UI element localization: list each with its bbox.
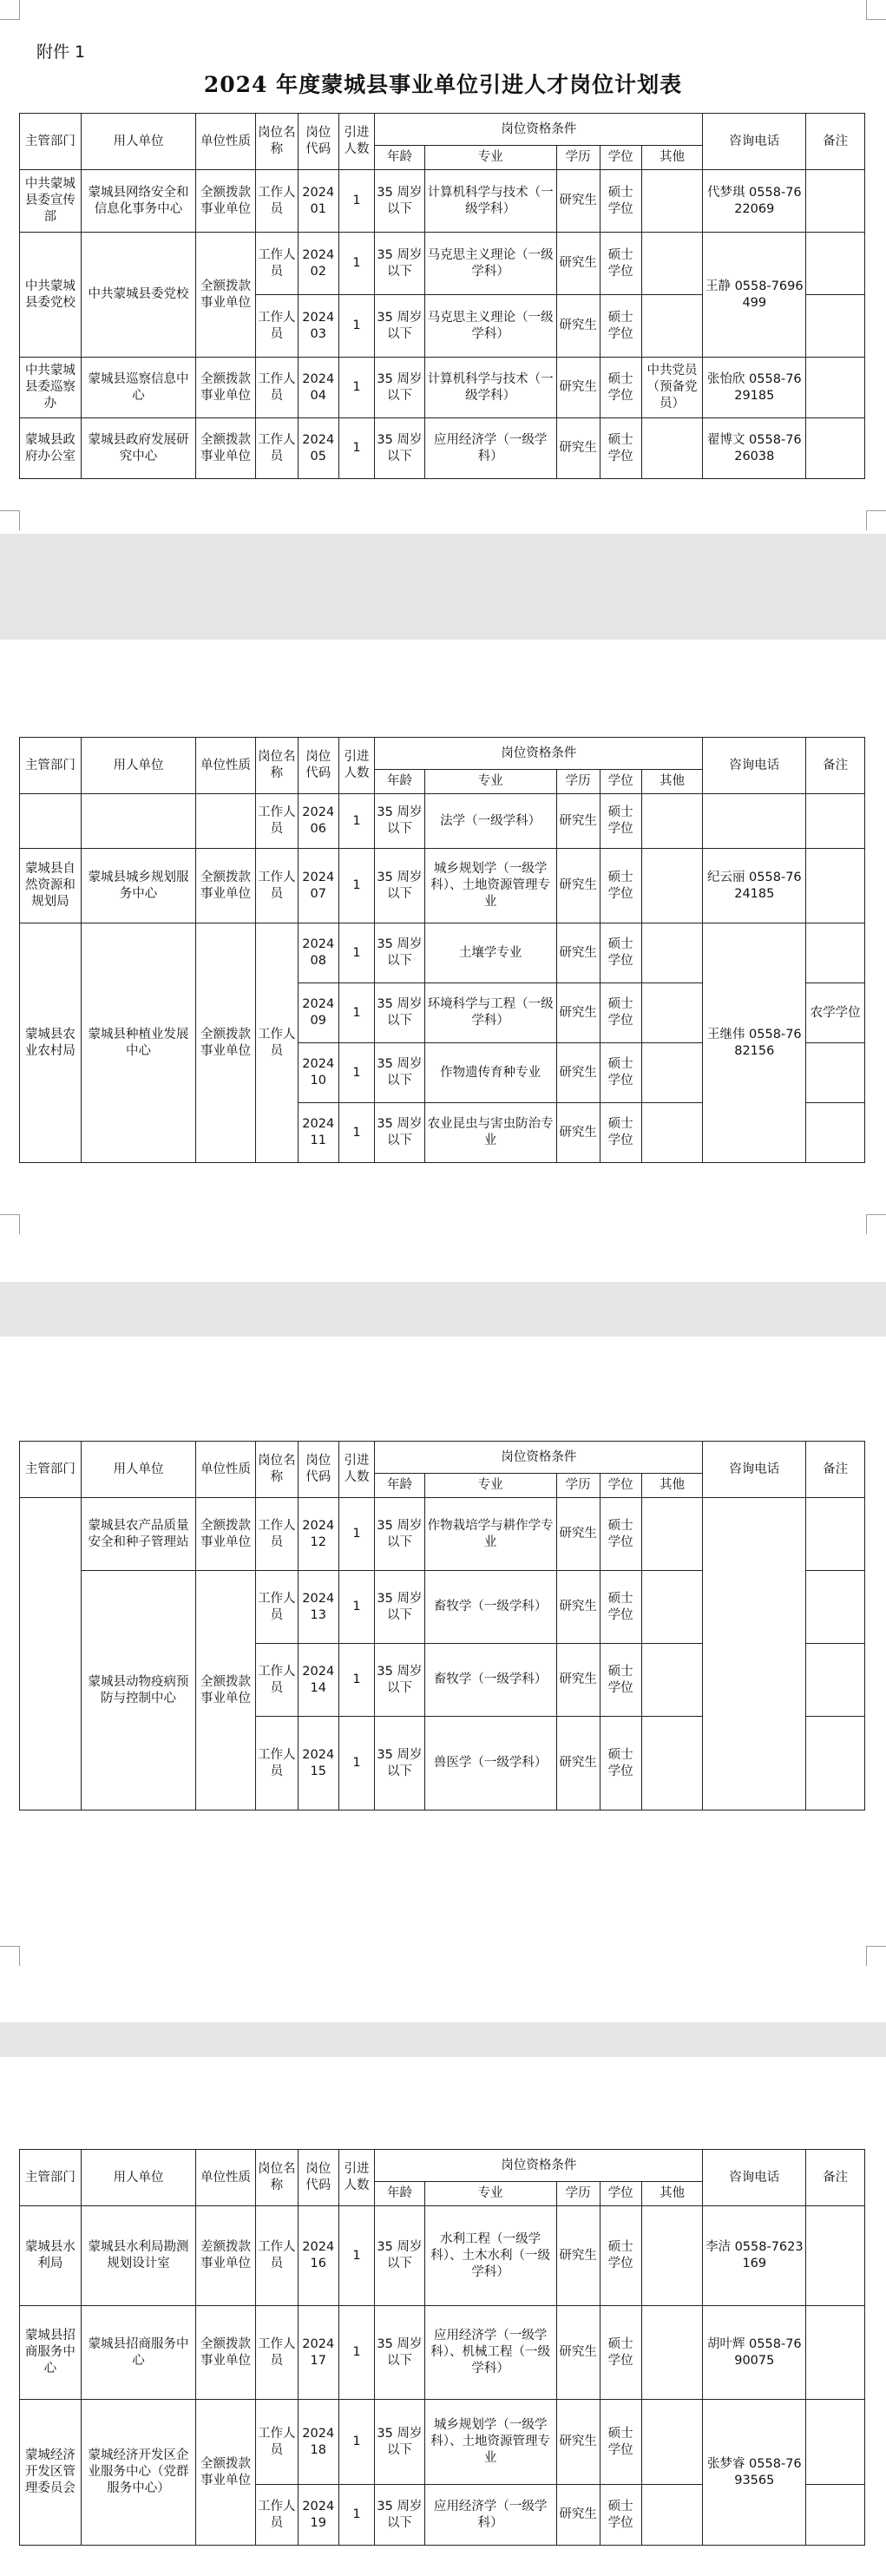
header-major: 专业 (424, 146, 556, 170)
post-code-cell: 202411 (298, 1103, 338, 1163)
nature-cell: 全额拨款事业单位 (196, 1571, 256, 1810)
post-plan-table (19, 737, 865, 1163)
count-cell: 1 (338, 1103, 375, 1163)
major-cell: 环境科学与工程（一级学科） (424, 983, 556, 1043)
table-row (20, 2206, 865, 2306)
header-age: 年龄 (375, 2182, 424, 2206)
phone-cell: 代梦琪 0558-7622069 (703, 170, 806, 233)
edu-cell: 研究生 (556, 2485, 600, 2546)
degree-cell: 硕士学位 (600, 1043, 641, 1103)
header-unit: 用人单位 (81, 2150, 195, 2206)
table-row (20, 170, 865, 233)
post-name-cell: 工作人员 (255, 295, 298, 358)
degree-cell: 硕士学位 (600, 983, 641, 1043)
table-row (20, 1498, 865, 1571)
dept-cell: 中共蒙城县委宣传部 (20, 170, 82, 233)
post-code-cell: 202401 (298, 170, 338, 233)
dept-cell: 中共蒙城县委党校 (20, 233, 82, 358)
unit-cell: 蒙城县动物疫病预防与控制中心 (81, 1571, 195, 1810)
major-cell: 土壤学专业 (424, 923, 556, 983)
header-other: 其他 (641, 1474, 703, 1498)
other-cell (641, 2485, 703, 2546)
edu-cell: 研究生 (556, 2306, 600, 2400)
age-cell: 35 周岁以下 (375, 983, 424, 1043)
degree-cell: 硕士学位 (600, 358, 641, 418)
count-cell: 1 (338, 1717, 375, 1810)
nature-cell: 全额拨款事业单位 (196, 2400, 256, 2546)
major-cell: 城乡规划学（一级学科）、土地资源管理专业 (424, 849, 556, 923)
age-cell: 35 周岁以下 (375, 233, 424, 295)
edu-cell: 研究生 (556, 358, 600, 418)
age-cell: 35 周岁以下 (375, 295, 424, 358)
post-name-cell: 工作人员 (255, 1571, 298, 1644)
major-cell: 作物栽培学与耕作学专业 (424, 1498, 556, 1571)
other-cell (641, 1571, 703, 1644)
dept-cell (20, 794, 82, 849)
degree-cell: 硕士学位 (600, 1103, 641, 1163)
age-cell: 35 周岁以下 (375, 2400, 424, 2485)
post-code-cell: 202404 (298, 358, 338, 418)
age-cell: 35 周岁以下 (375, 1498, 424, 1571)
nature-cell: 差额拨款事业单位 (196, 2206, 256, 2306)
header-unit: 用人单位 (81, 738, 195, 794)
header-unit: 用人单位 (81, 114, 195, 170)
dept-cell: 蒙城县政府办公室 (20, 418, 82, 479)
major-cell: 应用经济学（一级学科） (424, 418, 556, 479)
edu-cell: 研究生 (556, 1644, 600, 1717)
note-cell (806, 2400, 865, 2485)
header-dept: 主管部门 (20, 738, 82, 794)
nature-cell: 全额拨款事业单位 (196, 849, 256, 923)
age-cell: 35 周岁以下 (375, 418, 424, 479)
post-name-cell: 工作人员 (255, 1717, 298, 1810)
edu-cell: 研究生 (556, 170, 600, 233)
header-post-code: 岗位代码 (298, 114, 338, 170)
header-conditions: 岗位资格条件 (375, 738, 703, 770)
header-conditions: 岗位资格条件 (375, 114, 703, 146)
post-name-cell: 工作人员 (255, 923, 298, 1163)
post-name-cell: 工作人员 (255, 418, 298, 479)
unit-cell: 蒙城县巡察信息中心 (81, 358, 195, 418)
other-cell (641, 2400, 703, 2485)
header-degree: 学位 (600, 146, 641, 170)
major-cell: 马克思主义理论（一级学科） (424, 233, 556, 295)
age-cell: 35 周岁以下 (375, 1644, 424, 1717)
unit-cell: 蒙城县种植业发展中心 (81, 923, 195, 1163)
note-cell (806, 2306, 865, 2400)
note-cell (806, 1043, 865, 1103)
header-phone: 咨询电话 (703, 1442, 806, 1498)
major-cell: 兽医学（一级学科） (424, 1717, 556, 1810)
other-cell (641, 1498, 703, 1571)
post-name-cell: 工作人员 (255, 2306, 298, 2400)
post-code-cell: 202410 (298, 1043, 338, 1103)
header-unit: 用人单位 (81, 1442, 195, 1498)
unit-cell (81, 794, 195, 849)
other-cell (641, 233, 703, 295)
document-title: 2024 年度蒙城县事业单位引进人才岗位计划表 (203, 72, 683, 97)
post-code-cell: 202416 (298, 2206, 338, 2306)
count-cell: 1 (338, 418, 375, 479)
edu-cell: 研究生 (556, 418, 600, 479)
crop-mark (866, 0, 886, 20)
unit-cell: 蒙城县招商服务中心 (81, 2306, 195, 2400)
header-phone: 咨询电话 (703, 738, 806, 794)
degree-cell: 硕士学位 (600, 1717, 641, 1810)
crop-mark (866, 1946, 886, 1966)
major-cell: 应用经济学（一级学科）、机械工程（一级学科） (424, 2306, 556, 2400)
post-code-cell: 202418 (298, 2400, 338, 2485)
major-cell: 城乡规划学（一级学科）、土地资源管理专业 (424, 2400, 556, 2485)
post-code-cell: 202406 (298, 794, 338, 849)
major-cell: 水利工程（一级学科）、土木水利（一级学科） (424, 2206, 556, 2306)
major-cell: 计算机科学与技术（一级学科） (424, 358, 556, 418)
post-plan-table (19, 1441, 865, 1810)
degree-cell: 硕士学位 (600, 2206, 641, 2306)
post-name-cell: 工作人员 (255, 849, 298, 923)
edu-cell: 研究生 (556, 2400, 600, 2485)
post-plan-table (19, 113, 865, 479)
crop-mark (0, 0, 20, 20)
crop-mark (0, 510, 20, 530)
post-code-cell: 202409 (298, 983, 338, 1043)
table-row (20, 233, 865, 295)
degree-cell: 硕士学位 (600, 295, 641, 358)
post-code-cell: 202413 (298, 1571, 338, 1644)
table-row (20, 849, 865, 923)
crop-mark (0, 1946, 20, 1966)
dept-cell: 蒙城县自然资源和规划局 (20, 849, 82, 923)
post-code-cell: 202405 (298, 418, 338, 479)
header-post-code: 岗位代码 (298, 1442, 338, 1498)
age-cell: 35 周岁以下 (375, 2485, 424, 2546)
nature-cell: 全额拨款事业单位 (196, 233, 256, 358)
count-cell: 1 (338, 233, 375, 295)
dept-cell: 中共蒙城县委巡察办 (20, 358, 82, 418)
unit-cell: 蒙城经济开发区企业服务中心（党群服务中心） (81, 2400, 195, 2546)
phone-cell: 李洁 0558-7623169 (703, 2206, 806, 2306)
edu-cell: 研究生 (556, 923, 600, 983)
header-note: 备注 (806, 1442, 865, 1498)
degree-cell: 硕士学位 (600, 1498, 641, 1571)
table-row (20, 418, 865, 479)
degree-cell: 硕士学位 (600, 170, 641, 233)
other-cell (641, 1644, 703, 1717)
count-cell: 1 (338, 849, 375, 923)
dept-cell: 蒙城县水利局 (20, 2206, 82, 2306)
degree-cell: 硕士学位 (600, 2400, 641, 2485)
count-cell: 1 (338, 1571, 375, 1644)
note-cell (806, 1644, 865, 1717)
header-phone: 咨询电话 (703, 2150, 806, 2206)
age-cell: 35 周岁以下 (375, 358, 424, 418)
count-cell: 1 (338, 794, 375, 849)
header-phone: 咨询电话 (703, 114, 806, 170)
table-row (20, 2400, 865, 2485)
edu-cell: 研究生 (556, 233, 600, 295)
dept-cell: 蒙城经济开发区管理委员会 (20, 2400, 82, 2546)
header-nature: 单位性质 (196, 2150, 256, 2206)
count-cell: 1 (338, 923, 375, 983)
post-name-cell: 工作人员 (255, 1644, 298, 1717)
header-other: 其他 (641, 146, 703, 170)
phone-cell: 纪云丽 0558-7624185 (703, 849, 806, 923)
edu-cell: 研究生 (556, 1571, 600, 1644)
edu-cell: 研究生 (556, 1498, 600, 1571)
other-cell: 中共党员（预备党员） (641, 358, 703, 418)
post-code-cell: 202414 (298, 1644, 338, 1717)
header-edu: 学历 (556, 146, 600, 170)
age-cell: 35 周岁以下 (375, 794, 424, 849)
edu-cell: 研究生 (556, 1103, 600, 1163)
edu-cell: 研究生 (556, 295, 600, 358)
page-2 (0, 640, 886, 1282)
note-cell (806, 295, 865, 358)
phone-cell: 张梦睿 0558-7693565 (703, 2400, 806, 2546)
header-count: 引进人数 (338, 738, 375, 794)
edu-cell: 研究生 (556, 2206, 600, 2306)
header-nature: 单位性质 (196, 114, 256, 170)
age-cell: 35 周岁以下 (375, 2206, 424, 2306)
header-conditions: 岗位资格条件 (375, 1442, 703, 1474)
age-cell: 35 周岁以下 (375, 170, 424, 233)
phone-cell: 胡叶辉 0558-7690075 (703, 2306, 806, 2400)
age-cell: 35 周岁以下 (375, 1103, 424, 1163)
nature-cell: 全额拨款事业单位 (196, 170, 256, 233)
crop-mark (866, 1214, 886, 1234)
unit-cell: 蒙城县水利局勘测规划设计室 (81, 2206, 195, 2306)
nature-cell (196, 794, 256, 849)
note-cell (806, 1717, 865, 1810)
major-cell: 畜牧学（一级学科） (424, 1644, 556, 1717)
table-row (20, 794, 865, 849)
major-cell: 法学（一级学科） (424, 794, 556, 849)
dept-cell (20, 1498, 82, 1810)
header-post-code: 岗位代码 (298, 2150, 338, 2206)
count-cell: 1 (338, 2206, 375, 2306)
phone-cell: 王继伟 0558-7682156 (703, 923, 806, 1163)
nature-cell: 全额拨款事业单位 (196, 418, 256, 479)
degree-cell: 硕士学位 (600, 1571, 641, 1644)
degree-cell: 硕士学位 (600, 794, 641, 849)
count-cell: 1 (338, 358, 375, 418)
unit-cell: 蒙城县城乡规划服务中心 (81, 849, 195, 923)
page-3 (0, 1337, 886, 2022)
degree-cell: 硕士学位 (600, 1644, 641, 1717)
edu-cell: 研究生 (556, 794, 600, 849)
post-code-cell: 202415 (298, 1717, 338, 1810)
unit-cell: 蒙城县网络安全和信息化事务中心 (81, 170, 195, 233)
count-cell: 1 (338, 170, 375, 233)
edu-cell: 研究生 (556, 1043, 600, 1103)
other-cell (641, 923, 703, 983)
post-code-cell: 202408 (298, 923, 338, 983)
unit-cell: 中共蒙城县委党校 (81, 233, 195, 358)
nature-cell: 全额拨款事业单位 (196, 1498, 256, 1571)
note-cell (806, 358, 865, 418)
other-cell (641, 2206, 703, 2306)
degree-cell: 硕士学位 (600, 849, 641, 923)
other-cell (641, 1717, 703, 1810)
post-plan-table (19, 2149, 865, 2546)
degree-cell: 硕士学位 (600, 2485, 641, 2546)
note-cell (806, 2206, 865, 2306)
other-cell (641, 1103, 703, 1163)
post-name-cell: 工作人员 (255, 358, 298, 418)
header-dept: 主管部门 (20, 1442, 82, 1498)
unit-cell: 蒙城县农产品质量安全和种子管理站 (81, 1498, 195, 1571)
post-code-cell: 202402 (298, 233, 338, 295)
note-cell (806, 1571, 865, 1644)
post-name-cell: 工作人员 (255, 233, 298, 295)
header-count: 引进人数 (338, 1442, 375, 1498)
count-cell: 1 (338, 1644, 375, 1717)
annex-label: 附件 1 (36, 43, 86, 62)
header-post-name: 岗位名称 (255, 2150, 298, 2206)
header-dept: 主管部门 (20, 2150, 82, 2206)
table-row (20, 358, 865, 418)
edu-cell: 研究生 (556, 849, 600, 923)
post-name-cell: 工作人员 (255, 2485, 298, 2546)
note-cell (806, 418, 865, 479)
other-cell (641, 418, 703, 479)
header-major: 专业 (424, 2182, 556, 2206)
age-cell: 35 周岁以下 (375, 1043, 424, 1103)
note-cell (806, 849, 865, 923)
header-edu: 学历 (556, 1474, 600, 1498)
count-cell: 1 (338, 983, 375, 1043)
post-code-cell: 202407 (298, 849, 338, 923)
unit-cell: 蒙城县政府发展研究中心 (81, 418, 195, 479)
header-major: 专业 (424, 1474, 556, 1498)
note-cell (806, 1498, 865, 1571)
major-cell: 农业昆虫与害虫防治专业 (424, 1103, 556, 1163)
age-cell: 35 周岁以下 (375, 1571, 424, 1644)
age-cell: 35 周岁以下 (375, 849, 424, 923)
header-other: 其他 (641, 2182, 703, 2206)
phone-cell: 翟博文 0558-7626038 (703, 418, 806, 479)
note-cell (806, 923, 865, 983)
header-count: 引进人数 (338, 114, 375, 170)
header-age: 年龄 (375, 1474, 424, 1498)
nature-cell: 全额拨款事业单位 (196, 923, 256, 1163)
post-name-cell: 工作人员 (255, 170, 298, 233)
age-cell: 35 周岁以下 (375, 2306, 424, 2400)
table-row (20, 2306, 865, 2400)
age-cell: 35 周岁以下 (375, 923, 424, 983)
nature-cell: 全额拨款事业单位 (196, 358, 256, 418)
count-cell: 1 (338, 1498, 375, 1571)
post-code-cell: 202417 (298, 2306, 338, 2400)
header-dept: 主管部门 (20, 114, 82, 170)
note-cell (806, 1103, 865, 1163)
header-post-name: 岗位名称 (255, 114, 298, 170)
note-cell (806, 233, 865, 295)
major-cell: 作物遗传育种专业 (424, 1043, 556, 1103)
header-post-name: 岗位名称 (255, 738, 298, 794)
note-cell (806, 2485, 865, 2546)
crop-mark (866, 510, 886, 530)
page-1 (0, 0, 886, 534)
header-count: 引进人数 (338, 2150, 375, 2206)
post-code-cell: 202412 (298, 1498, 338, 1571)
header-edu: 学历 (556, 2182, 600, 2206)
phone-cell (703, 1498, 806, 1810)
post-name-cell: 工作人员 (255, 794, 298, 849)
other-cell (641, 2306, 703, 2400)
note-cell: 农学学位 (806, 983, 865, 1043)
major-cell: 马克思主义理论（一级学科） (424, 295, 556, 358)
age-cell: 35 周岁以下 (375, 1717, 424, 1810)
table-row (20, 923, 865, 983)
edu-cell: 研究生 (556, 1717, 600, 1810)
post-name-cell: 工作人员 (255, 1498, 298, 1571)
header-post-name: 岗位名称 (255, 1442, 298, 1498)
header-other: 其他 (641, 770, 703, 794)
header-note: 备注 (806, 738, 865, 794)
header-degree: 学位 (600, 770, 641, 794)
dept-cell: 蒙城县农业农村局 (20, 923, 82, 1163)
note-cell (806, 170, 865, 233)
count-cell: 1 (338, 2306, 375, 2400)
page-4 (0, 2057, 886, 2576)
header-degree: 学位 (600, 2182, 641, 2206)
header-edu: 学历 (556, 770, 600, 794)
post-code-cell: 202403 (298, 295, 338, 358)
post-code-cell: 202419 (298, 2485, 338, 2546)
note-cell (806, 794, 865, 849)
degree-cell: 硕士学位 (600, 2306, 641, 2400)
other-cell (641, 1043, 703, 1103)
major-cell: 畜牧学（一级学科） (424, 1571, 556, 1644)
other-cell (641, 849, 703, 923)
degree-cell: 硕士学位 (600, 233, 641, 295)
dept-cell: 蒙城县招商服务中心 (20, 2306, 82, 2400)
other-cell (641, 170, 703, 233)
nature-cell: 全额拨款事业单位 (196, 2306, 256, 2400)
phone-cell: 王静 0558-7696499 (703, 233, 806, 358)
degree-cell: 硕士学位 (600, 923, 641, 983)
header-degree: 学位 (600, 1474, 641, 1498)
header-age: 年龄 (375, 146, 424, 170)
count-cell: 1 (338, 1043, 375, 1103)
header-major: 专业 (424, 770, 556, 794)
count-cell: 1 (338, 2485, 375, 2546)
degree-cell: 硕士学位 (600, 418, 641, 479)
edu-cell: 研究生 (556, 983, 600, 1043)
header-nature: 单位性质 (196, 1442, 256, 1498)
crop-mark (0, 1214, 20, 1234)
phone-cell: 张怡欣 0558-7629185 (703, 358, 806, 418)
other-cell (641, 983, 703, 1043)
header-post-code: 岗位代码 (298, 738, 338, 794)
major-cell: 计算机科学与技术（一级学科） (424, 170, 556, 233)
count-cell: 1 (338, 2400, 375, 2485)
phone-cell (703, 794, 806, 849)
other-cell (641, 295, 703, 358)
post-name-cell: 工作人员 (255, 2400, 298, 2485)
major-cell: 应用经济学（一级学科） (424, 2485, 556, 2546)
header-note: 备注 (806, 114, 865, 170)
count-cell: 1 (338, 295, 375, 358)
post-name-cell: 工作人员 (255, 2206, 298, 2306)
header-note: 备注 (806, 2150, 865, 2206)
other-cell (641, 794, 703, 849)
header-age: 年龄 (375, 770, 424, 794)
header-conditions: 岗位资格条件 (375, 2150, 703, 2182)
header-nature: 单位性质 (196, 738, 256, 794)
